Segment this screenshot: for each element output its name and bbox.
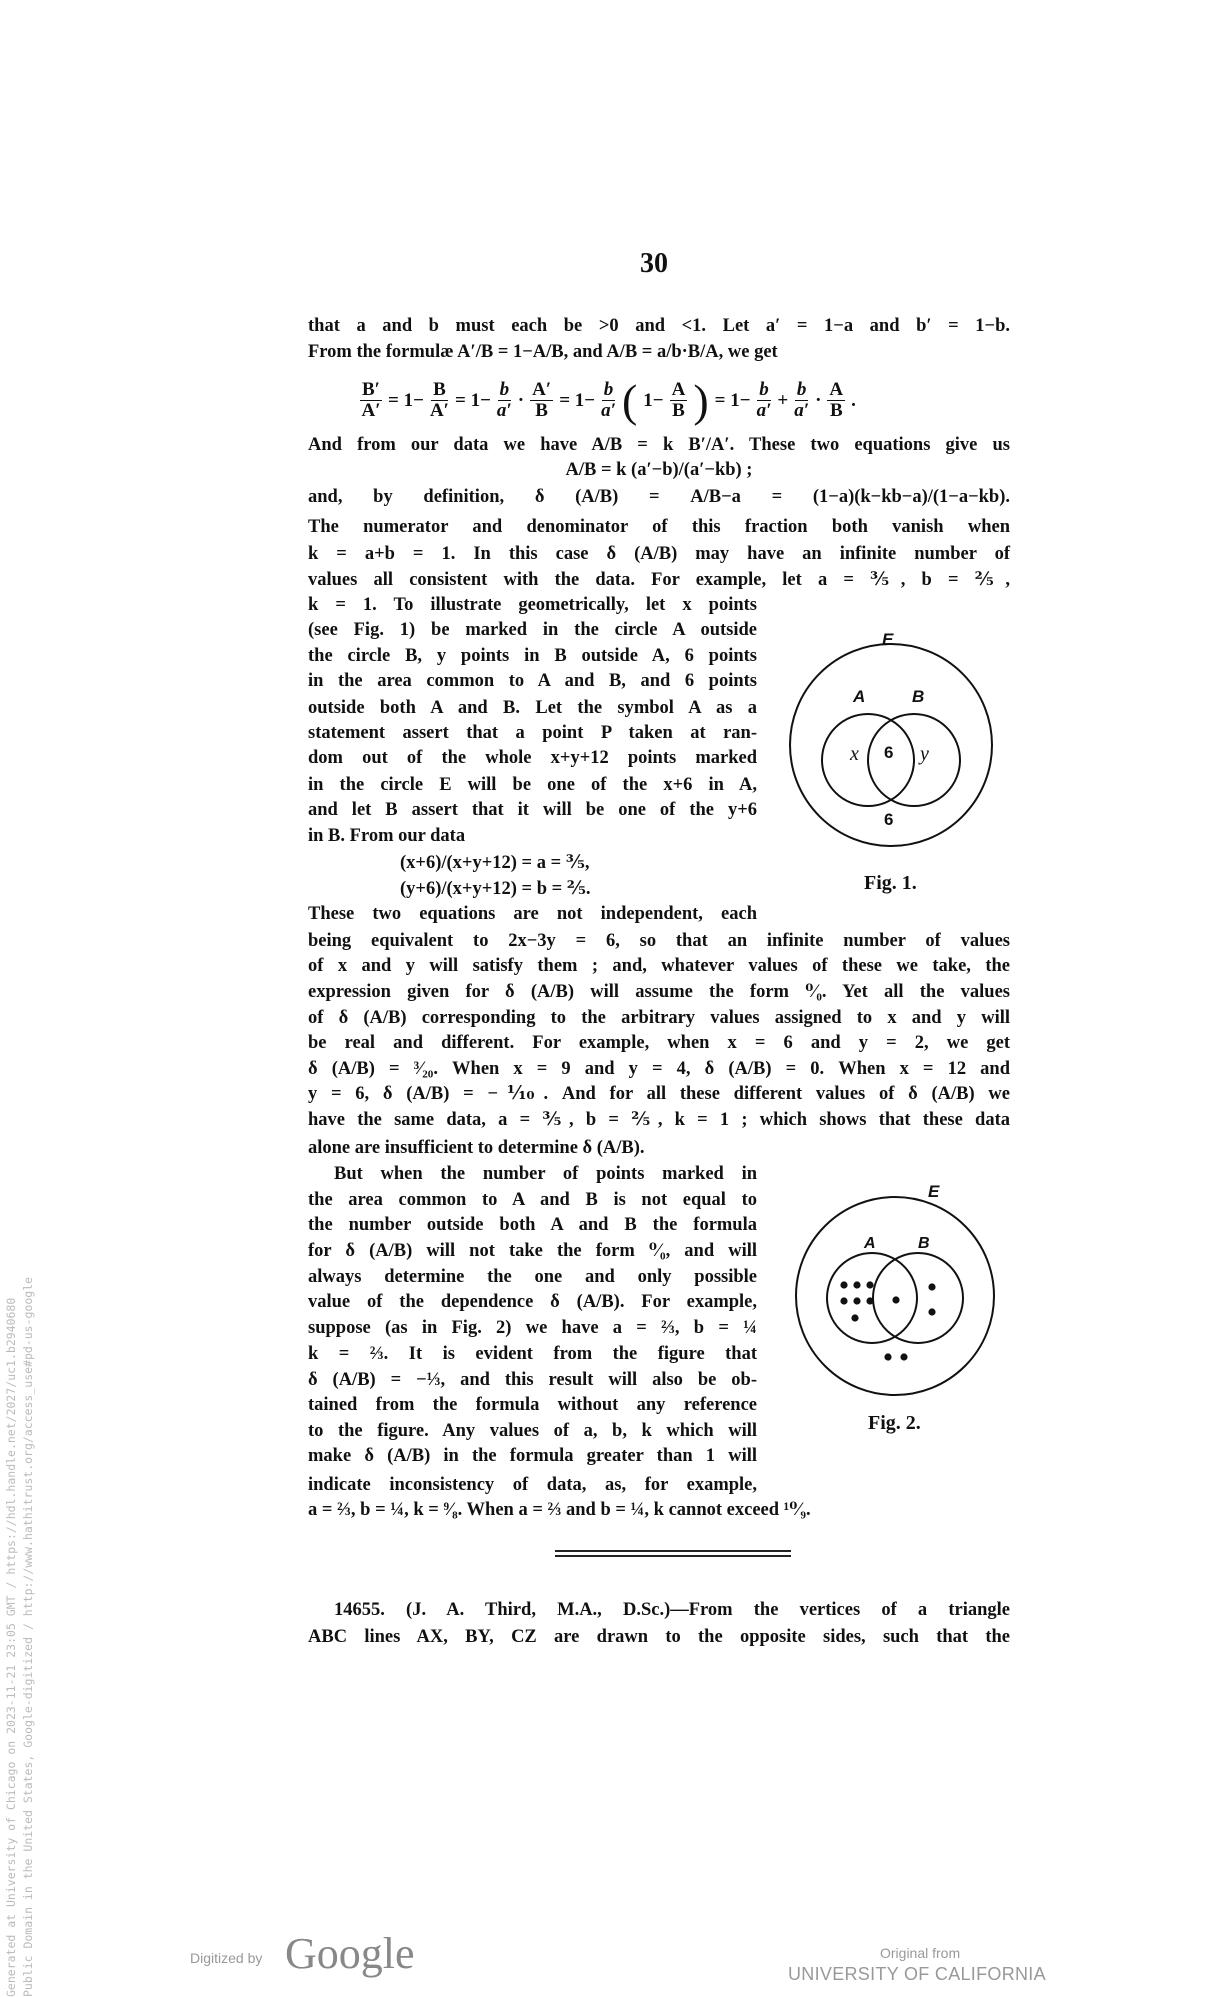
dot-a-only <box>853 1297 860 1304</box>
dot-outside <box>900 1353 907 1360</box>
text-line: that a and b must each be >0 and <1. Let a′ = 1−a and b′ = 1−b. <box>308 316 1010 336</box>
numerator: b <box>759 379 769 400</box>
denominator: A′ <box>429 400 450 421</box>
text-line: k = a+b = 1. In this case δ (A/B) may have an infinite number of <box>308 544 1010 564</box>
dot-a-only <box>853 1281 860 1288</box>
fig1-label-b: B <box>912 687 925 706</box>
numerator: b <box>603 379 614 400</box>
text-line: And from our data we have A/B = k B′/A′. These two equations give us <box>308 435 1010 455</box>
text-line: y = 6, δ (A/B) = −⅒. And for all these different values of δ (A/B) we <box>308 1084 1010 1104</box>
digitized-by-label: Digitized by <box>190 1950 263 1966</box>
text-line: for δ (A/B) will not take the form ⁰⁄₀, and will <box>308 1241 757 1261</box>
text-line: always determine the one and only possible <box>308 1267 757 1287</box>
dot-b-only <box>928 1283 935 1290</box>
denominator: B <box>829 400 843 421</box>
operator: 1− <box>643 389 664 411</box>
text-line: the circle B, y points in B outside A, 6 points <box>308 646 757 666</box>
fig1-label-a: A <box>853 687 866 706</box>
text-line: of x and y will satisfy them ; and, whatever values of these we take, the <box>308 956 1010 976</box>
page-number: 30 <box>640 248 668 279</box>
figure-2-venn-diagram <box>796 1197 994 1395</box>
text-line: in B. From our data <box>308 826 466 846</box>
text-line: ABC lines AX, BY, CZ are drawn to the opposite sides, such that the <box>308 1627 1010 1647</box>
institution-label: UNIVERSITY OF CALIFORNIA <box>788 1964 1046 1984</box>
operator: = 1− <box>559 389 596 411</box>
text-line: (see Fig. 1) be marked in the circle A outside <box>308 620 757 640</box>
dot-a-only <box>866 1281 873 1288</box>
text-line: have the same data, a = ⅗, b = ⅖, k = 1 ; which shows that these data <box>308 1110 1010 1130</box>
operator: = 1− <box>388 389 424 411</box>
text-line: a = ⅔, b = ¼, k = ⁹⁄₈. When a = ⅔ and b = ¼, k cannot exceed ¹⁰⁄₉. <box>308 1500 811 1520</box>
dot-a-only <box>851 1314 858 1321</box>
text-line: the number outside both A and B the formula <box>308 1215 757 1235</box>
denominator: a′ <box>601 400 616 421</box>
fig1-region-outside: 6 <box>884 810 894 829</box>
denominator: A′ <box>361 400 381 421</box>
watermark-line: Public Domain in the United States, Google-digitized / http://www.hathitrust.org/access_use#pd-us-google <box>21 1276 35 1997</box>
text-line: The numerator and denominator of this fraction both vanish when <box>308 517 1010 537</box>
equation-line: (x+6)/(x+y+12) = a = ⅗, <box>400 853 590 873</box>
text-line: statement assert that a point P taken at ran- <box>308 723 757 743</box>
problem-heading-line: 14655. (J. A. Third, M.A., D.Sc.)—From the vertices of a triangle <box>334 1600 1010 1620</box>
dot-a-only <box>866 1297 873 1304</box>
text-line: tained from the formula without any reference <box>308 1395 757 1415</box>
numerator: B′ <box>362 379 381 400</box>
dot-a-only <box>840 1297 847 1304</box>
text-line: alone are insufficient to determine δ (A/B). <box>308 1138 645 1158</box>
dot-common <box>892 1296 899 1303</box>
hathitrust-watermark <box>3 997 37 1997</box>
dot-b-only <box>928 1308 935 1315</box>
fig2-caption: Fig. 2. <box>868 1412 921 1434</box>
operator: . <box>851 389 856 411</box>
text-line: suppose (as in Fig. 2) we have a = ⅔, b = ¼ <box>308 1318 757 1338</box>
denominator: a′ <box>794 400 810 421</box>
original-from-label: Original from <box>880 1945 961 1961</box>
numerator: A <box>829 379 844 400</box>
dot-a-only <box>840 1281 847 1288</box>
text-line: being equivalent to 2x−3y = 6, so that an infinite number of values <box>308 931 1010 951</box>
denominator: B <box>672 400 685 421</box>
operator: + <box>777 389 789 411</box>
text-line: A/B = k (a′−b)/(a′−kb) ; <box>565 460 753 480</box>
fig2-label-b: B <box>918 1235 930 1252</box>
fig2-label-e: E <box>928 1182 940 1201</box>
text-line: of δ (A/B) corresponding to the arbitrary values assigned to x and y will <box>308 1008 1010 1028</box>
text-line: in the area common to A and B, and 6 points <box>308 671 757 691</box>
numerator: B <box>433 379 446 400</box>
text-line: be real and different. For example, when x = 6 and y = 2, we get <box>308 1033 1010 1053</box>
operator: · <box>517 389 525 411</box>
denominator: a′ <box>496 400 512 421</box>
circle-e <box>796 1197 994 1395</box>
text-line: But when the number of points marked in <box>334 1164 757 1184</box>
fig2-label-a: A <box>864 1235 876 1252</box>
fig1-region-y: y <box>920 743 929 765</box>
operator: = 1− <box>714 389 751 411</box>
operator: = 1− <box>455 389 491 411</box>
text-line: values all consistent with the data. For example, let a = ⅗, b = ⅖, <box>308 570 1010 590</box>
denominator: a′ <box>756 400 772 421</box>
text-line: indicate inconsistency of data, as, for example, <box>308 1475 757 1495</box>
text-line: to the figure. Any values of a, b, k which will <box>308 1421 757 1441</box>
text-line: value of the dependence δ (A/B). For example, <box>308 1292 757 1312</box>
text-line: in the circle E will be one of the x+6 in A, <box>308 775 757 795</box>
paren-open: ( <box>621 374 638 426</box>
fig1-region-common: 6 <box>884 743 894 762</box>
denominator: B <box>535 400 548 421</box>
text-line: outside both A and B. Let the symbol A as a <box>308 698 757 718</box>
text-line: From the formulæ A′/B = 1−A/B, and A/B = a/b·B/A, we get <box>308 342 778 362</box>
fig1-label-e: E <box>882 630 894 649</box>
numerator: b <box>796 379 807 400</box>
text-line: k = 1. To illustrate geometrically, let x points <box>308 595 757 615</box>
paren-close: ) <box>693 374 709 426</box>
fig1-caption: Fig. 1. <box>864 872 917 894</box>
equation-line: (y+6)/(x+y+12) = b = ⅖. <box>400 879 591 899</box>
text-line: These two equations are not independent, each <box>308 904 757 924</box>
fig1-region-x: x <box>850 743 859 765</box>
text-line: δ (A/B) = ³⁄₂₀. When x = 9 and y = 4, δ (A/B) = 0. When x = 12 and <box>308 1059 1010 1079</box>
text-line: and, by definition, δ (A/B) = A/B−a = (1−a)(k−kb−a)/(1−a−kb). <box>308 487 1010 507</box>
numerator: A′ <box>532 379 552 400</box>
text-line: and let B assert that it will be one of the y+6 <box>308 800 757 820</box>
text-line: expression given for δ (A/B) will assume the form ⁰⁄₀. Yet all the values <box>308 982 1010 1002</box>
text-line: δ (A/B) = −⅓, and this result will also be ob- <box>308 1370 757 1390</box>
watermark-line: Generated at University of Chicago on 2023-11-21 23:05 GMT / https://hdl.handle.net/2027/uc1.b2940680 <box>4 1297 18 1997</box>
text-line: the area common to A and B is not equal to <box>308 1190 757 1210</box>
numerator: b <box>499 379 510 400</box>
numerator: A <box>671 379 686 400</box>
operator: · <box>815 389 822 411</box>
text-line: make δ (A/B) in the formula greater than 1 will <box>308 1446 757 1466</box>
text-line: dom out of the whole x+y+12 points marked <box>308 748 757 768</box>
text-line: k = ⅔. It is evident from the figure that <box>308 1344 757 1364</box>
dot-outside <box>884 1353 891 1360</box>
google-logo: Google <box>285 1929 415 1978</box>
